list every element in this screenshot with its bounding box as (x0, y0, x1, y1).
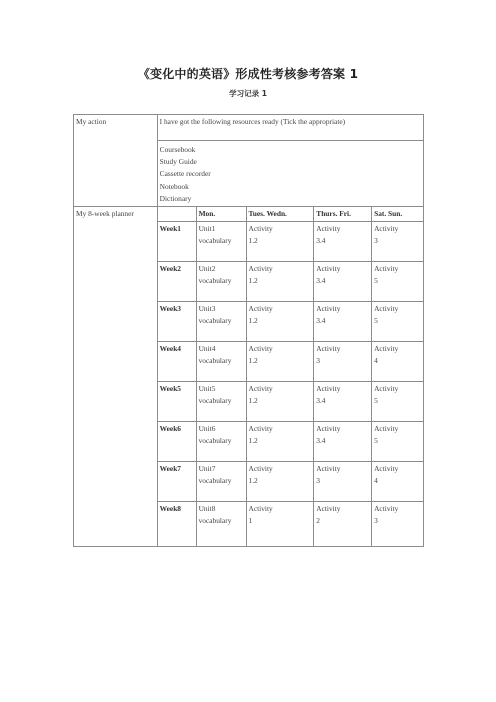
thurs-fri-cell: Activity 3.4 (314, 422, 372, 462)
col-header-tues-wedn: Tues. Wedn. (246, 207, 314, 222)
tues-wedn-cell: Activity 1 (246, 502, 314, 547)
study-record-table (73, 114, 424, 547)
action-row (74, 115, 424, 141)
thurs-fri-cell: Activity 3 (314, 342, 372, 382)
tues-wedn-cell: Activity 1.2 (246, 262, 314, 302)
resource-item: Coursebook (159, 145, 196, 154)
unit-cell: Unit1 vocabulary (196, 222, 246, 262)
tues-wedn-cell: Activity 1.2 (246, 222, 314, 262)
unit-cell: Unit8 vocabulary (196, 502, 246, 547)
week-label: Week3 (157, 302, 196, 342)
week-label: Week8 (157, 502, 196, 547)
col-header-mon: Mon. (196, 207, 246, 222)
week-label: Week5 (157, 382, 196, 422)
unit-cell: Unit7 vocabulary (196, 462, 246, 502)
planner-label: My 8-week planner (74, 207, 158, 547)
sat-sun-cell: Activity 3 (372, 222, 424, 262)
sat-sun-cell: Activity 5 (372, 262, 424, 302)
tues-wedn-cell: Activity 1.2 (246, 462, 314, 502)
thurs-fri-cell: Activity 3.4 (314, 382, 372, 422)
col-header-thurs-fri: Thurs. Fri. (314, 207, 372, 222)
week-label: Week1 (157, 222, 196, 262)
tues-wedn-cell: Activity 1.2 (246, 302, 314, 342)
sat-sun-cell: Activity 4 (372, 462, 424, 502)
page-title: 《变化中的英语》形成性考核参考答案 1 (137, 67, 359, 81)
resource-item: Notebook (159, 181, 189, 191)
unit-cell: Unit2 vocabulary (196, 262, 246, 302)
sat-sun-cell: Activity 4 (372, 342, 424, 382)
resources-list (157, 141, 423, 207)
sat-sun-cell: Activity 3 (372, 502, 424, 547)
thurs-fri-cell: Activity 3.4 (314, 262, 372, 302)
sat-sun-cell: Activity 5 (372, 422, 424, 462)
resources-instruction: I have got the following resources ready (Tick the appropriate) (157, 115, 423, 141)
week-label: Week2 (157, 262, 196, 302)
page-subtitle: 学习记录 1 (229, 89, 267, 98)
sat-sun-cell: Activity 5 (372, 382, 424, 422)
unit-cell: Unit3 vocabulary (196, 302, 246, 342)
resource-item: Study Guide (159, 157, 197, 167)
tues-wedn-cell: Activity 1.2 (246, 422, 314, 462)
action-label: My action (74, 115, 158, 207)
thurs-fri-cell: Activity 3 (314, 462, 372, 502)
week-header-blank (157, 207, 196, 222)
planner-header-row (74, 207, 424, 222)
unit-cell: Unit4 vocabulary (196, 342, 246, 382)
resource-item: Dictionary (159, 193, 192, 203)
unit-cell: Unit6 vocabulary (196, 422, 246, 462)
thurs-fri-cell: Activity 3.4 (314, 222, 372, 262)
resource-item: Cassette recorder (159, 169, 211, 179)
week-label: Week7 (157, 462, 196, 502)
tues-wedn-cell: Activity 1.2 (246, 342, 314, 382)
week-label: Week6 (157, 422, 196, 462)
thurs-fri-cell: Activity 3.4 (314, 302, 372, 342)
tues-wedn-cell: Activity 1.2 (246, 382, 314, 422)
col-header-sat-sun: Sat. Sun. (372, 207, 424, 222)
sat-sun-cell: Activity 5 (372, 302, 424, 342)
week-label: Week4 (157, 342, 196, 382)
thurs-fri-cell: Activity 2 (314, 502, 372, 547)
unit-cell: Unit5 vocabulary (196, 382, 246, 422)
